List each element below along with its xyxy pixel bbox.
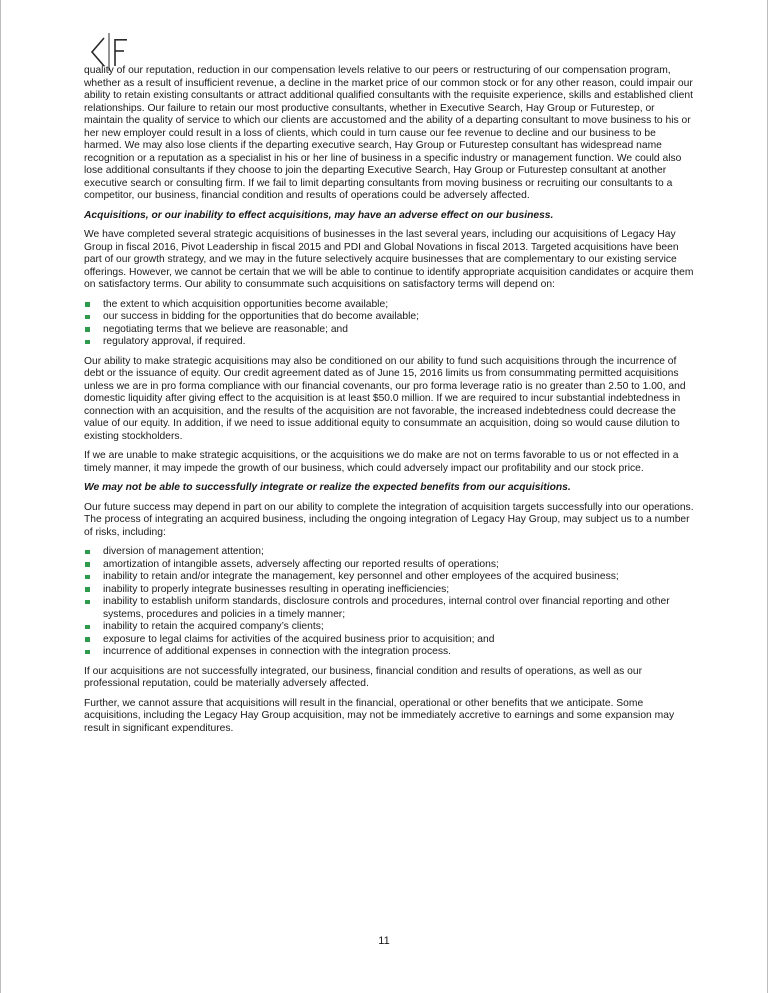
list-item: inability to properly integrate businesses resulting in operating inefficiencies; <box>84 584 695 597</box>
paragraph-acquisition-funding: Our ability to make strategic acquisitions may also be conditioned on our ability to fund such acquisitions through the incurrence of debt or the issuance of equity. Our credit agreement dated as of June 15, 2016 limits us from consummating permitted acquisitions unless we are in pro forma compliance with our financial covenants, our pro forma leverage ratio is no greater than 2.50 to 1.00, and domestic liquidity after giving effect to the acquisition is at least $50.0 million. If we are required to incur substantial indebtedness in connection with an acquisition, and the results of the acquisition are not favorable, the increased indebtedness could decrease the value of our equity. In addition, if we need to issue additional equity to consummate an acquisition, doing so would cause dilution to existing stockholders. <box>84 355 686 442</box>
list-item: regulatory approval, if required. <box>84 336 695 349</box>
list-item: negotiating terms that we believe are reasonable; and <box>84 324 695 337</box>
page-number: 11 <box>378 935 390 947</box>
paragraph-acquisition-impact: If we are unable to make strategic acquisitions, or the acquisitions we do make are not on terms favorable to us or not effected in a timely manner, it may impede the growth of our business, which could adversely impact our profitability and our stock price. <box>84 450 679 474</box>
list-item: inability to retain the acquired company’s clients; <box>84 621 695 634</box>
paragraph-strategic-acquisitions: We have completed several strategic acquisitions of businesses in the last several years, including our acquisitions of Legacy Hay Group in fiscal 2016, Pivot Leadership in fiscal 2015 and PDI and Global Novations in fiscal 2013. Targeted acquisitions have been part of our growth strategy, and we may in the future selectively acquire businesses that are complementary to our existing service offerings. However, we cannot be certain that we will be able to continue to identify appropriate acquisition candidates or acquire them on satisfactory terms. Our ability to consummate such acquisitions on satisfactory terms will depend on: <box>84 229 694 290</box>
list-item: amortization of intangible assets, adversely affecting our reported results of operations; <box>84 559 695 572</box>
heading-acquisitions-risk: Acquisitions, or our inability to effect acquisitions, may have an adverse effect on our business. <box>84 209 554 221</box>
paragraph-consultant-retention: quality of our reputation, reduction in our compensation levels relative to our peers or restructuring of our compensation program, whether as a result of insufficient revenue, a decline in the market price of our common stock or for any other reason, could impair our ability to retain existing consultants or attract additional qualified consultants with the requisite experience, skills and established client relationships. Our failure to retain our most productive consultants, whether in Executive Search, Hay Group or Futurestep, or maintain the quality of service to which our clients are accustomed and the ability of a departing consultant to move business to his or her new employer could result in a loss of clients, which could in turn cause our fee revenue to decline and our business to be harmed. We may also lose clients if the departing executive search, Hay Group or Futurestep consultant has widespread name recognition or a reputation as a specialist in his or her line of business in a specific industry or management function. We could also lose additional consultants if they choose to join the departing Executive Search, Hay Group or Futurestep consultant at another executive search or consulting firm. If we fail to limit departing consultants from moving business or recruiting our consultants to a competitor, our business, financial condition and results of operations could be adversely affected. <box>84 65 693 201</box>
list-item: our success in bidding for the opportunities that do become available; <box>84 311 695 324</box>
paragraph-integration-failure: If our acquisitions are not successfully integrated, our business, financial condition and results of operations, as well as our professional reputation, could be materially adversely affected. <box>84 665 643 689</box>
list-item: the extent to which acquisition opportunities become available; <box>84 299 695 312</box>
list-item: inability to establish uniform standards, disclosure controls and procedures, internal control over financial reporting and other systems, procedures and policies in a timely manner; <box>84 596 695 621</box>
list-item: inability to retain and/or integrate the management, key personnel and other employees of the acquired business; <box>84 571 695 584</box>
acquisition-factors-list <box>84 299 695 349</box>
list-item: exposure to legal claims for activities of the acquired business prior to acquisition; and <box>84 634 695 647</box>
page-edge-left <box>0 0 1 993</box>
paragraph-integration: Our future success may depend in part on our ability to complete the integration of acquisition targets successfully into our operations. The process of integrating an acquired business, including the ongoing integration of Legacy Hay Group, may subject us to a number of risks, including: <box>84 501 694 538</box>
integration-risks-list <box>84 546 695 659</box>
document-body <box>84 65 695 742</box>
list-item: incurrence of additional expenses in connection with the integration process. <box>84 646 695 659</box>
list-item: diversion of management attention; <box>84 546 695 559</box>
heading-integration-risk: We may not be able to successfully integrate or realize the expected benefits from our acquisitions. <box>84 482 571 493</box>
paragraph-expected-benefits: Further, we cannot assure that acquisitions will result in the financial, operational or other benefits that we anticipate. Some acquisitions, including the Legacy Hay Group acquisition, may not be immediately accretive to earnings and some expansion may result in significant expenditures. <box>84 697 675 734</box>
